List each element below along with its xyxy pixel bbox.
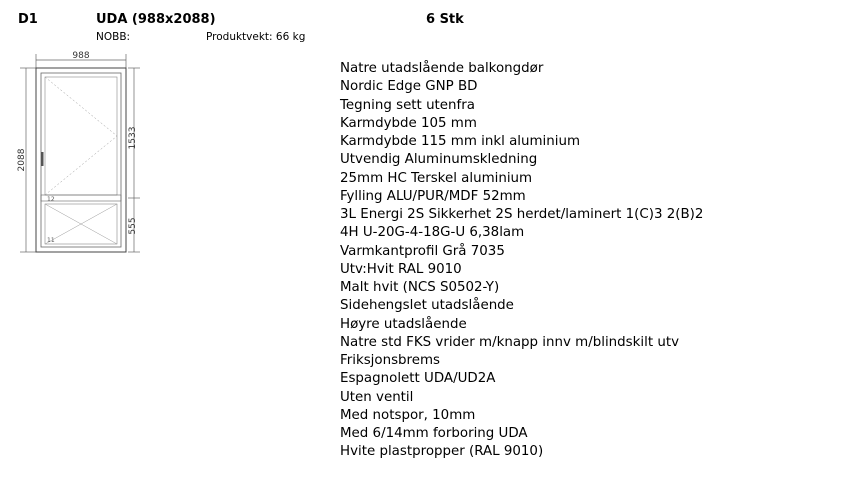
opening-lines — [45, 77, 117, 195]
handle-icon — [41, 152, 44, 166]
spec-item: Espagnolett UDA/UD2A — [340, 371, 496, 387]
spec-item: Natre std FKS vrider m/knapp innv m/blindskilt utv — [340, 334, 680, 350]
lower-height-label: 555 — [128, 217, 138, 235]
upper-glass-pane — [45, 77, 117, 195]
spec-item: Nordic Edge GNP BD — [340, 79, 478, 95]
spec-item: 4H U-20G-4-18G-U 6,38lam — [340, 225, 525, 241]
nobb-label: NOBB: — [96, 31, 131, 43]
door-sash — [41, 73, 121, 247]
pane-label-upper: 12 — [47, 196, 55, 203]
spec-item: Friksjonsbrems — [340, 353, 441, 368]
spec-item: Karmdybde 115 mm inkl aluminium — [340, 134, 580, 149]
spec-item: Utv:Hvit RAL 9010 — [340, 261, 462, 277]
spec-item: Fylling ALU/PUR/MDF 52mm — [340, 188, 526, 204]
product-title: UDA (988x2088) — [96, 12, 216, 27]
spec-item: Karmdybde 105 mm — [340, 115, 477, 131]
spec-item: Varmkantprofil Grå 7035 — [340, 243, 505, 259]
quantity: 6 Stk — [426, 12, 464, 27]
door-drawing — [12, 46, 152, 262]
spec-item: Uten ventil — [340, 389, 414, 405]
spec-item: 25mm HC Terskel aluminium — [340, 170, 533, 186]
spec-item: Sidehengslet utadslående — [340, 298, 514, 314]
pane-label-lower: 11 — [47, 237, 55, 244]
spec-item: Høyre utadslående — [340, 316, 467, 332]
spec-item: Utvendig Aluminumskledning — [340, 152, 538, 168]
spec-item: Hvite plastpropper (RAL 9010) — [340, 444, 544, 460]
position-id: D1 — [18, 12, 38, 27]
width-label: 988 — [72, 51, 90, 61]
spec-item: Med notspor, 10mm — [340, 407, 476, 423]
spec-item: Med 6/14mm forboring UDA — [340, 426, 528, 441]
spec-item: Natre utadslående balkongdør — [340, 61, 544, 76]
upper-height-label: 1533 — [128, 126, 138, 150]
specification-list — [340, 60, 703, 462]
panel-cross — [45, 204, 117, 244]
door-frame — [36, 68, 126, 252]
spec-item: 3L Energi 2S Sikkerhet 2S herdet/laminert 1(C)3 2(B)2 — [340, 207, 704, 222]
product-weight: Produktvekt: 66 kg — [206, 31, 306, 43]
spec-item: Malt hvit (NCS S0502-Y) — [340, 280, 500, 295]
height-label: 2088 — [17, 148, 27, 172]
spec-item: Tegning sett utenfra — [340, 97, 475, 113]
